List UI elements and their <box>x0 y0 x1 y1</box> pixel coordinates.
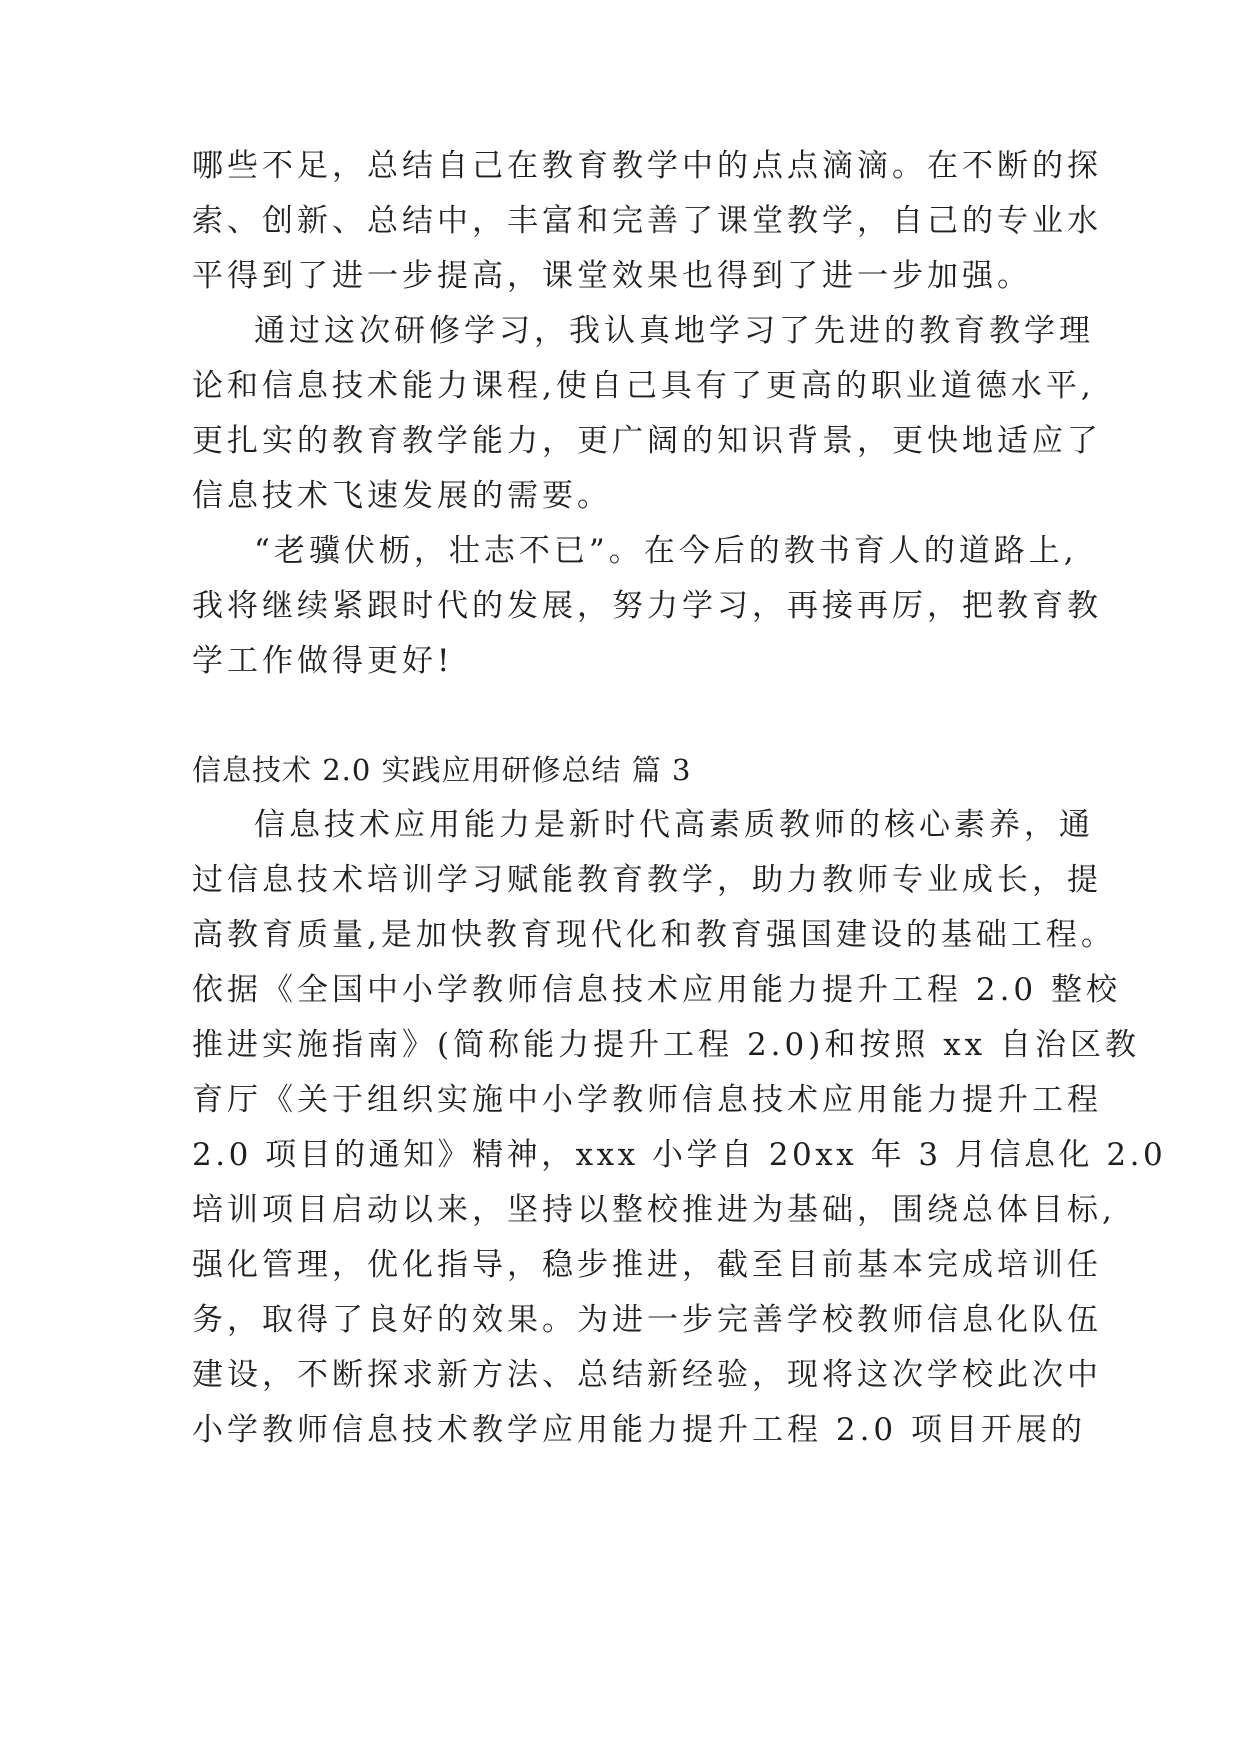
body-text-line: 强化管理，优化指导，稳步推进，截至目前基本完成培训任 <box>192 1247 1102 1283</box>
body-text-line: 建设，不断探求新方法、总结新经验，现将这次学校此次中 <box>192 1357 1102 1393</box>
body-text-line: 索、创新、总结中，丰富和完善了课堂教学，自己的专业水 <box>192 203 1102 239</box>
body-text-line: 平得到了进一步提高，课堂效果也得到了进一步加强。 <box>192 258 1032 294</box>
body-text-line: 哪些不足，总结自己在教育教学中的点点滴滴。在不断的探 <box>192 148 1102 184</box>
body-text-line: 更扎实的教育教学能力，更广阔的知识背景，更快地适应了 <box>192 423 1102 459</box>
section-heading: 信息技术 2.0 实践应用研修总结 篇 3 <box>192 753 692 787</box>
body-text-line: 培训项目启动以来，坚持以整校推进为基础，围绕总体目标, <box>192 1192 1116 1228</box>
body-text-line: 育厅《关于组织实施中小学教师信息技术应用能力提升工程 <box>192 1082 1102 1118</box>
body-text-line: 学工作做得更好! <box>192 643 454 679</box>
body-text-line: 推进实施指南》(简称能力提升工程 2.0)和按照 xx 自治区教 <box>192 1027 1141 1063</box>
body-text-line: 通过这次研修学习，我认真地学习了先进的教育教学理 <box>254 313 1094 349</box>
body-text-line: 信息技术飞速发展的需要。 <box>192 478 612 514</box>
body-text-line: 务，取得了良好的效果。为进一步完善学校教师信息化队伍 <box>192 1302 1102 1338</box>
body-text-line: 高教育质量,是加快教育现代化和教育强国建设的基础工程。 <box>192 917 1116 953</box>
body-text-line: 论和信息技术能力课程,使自己具有了更高的职业道德水平, <box>192 368 1095 404</box>
body-text-line: 2.0 项目的通知》精神，xxx 小学自 20xx 年 3 月信息化 2.0 <box>192 1137 1167 1173</box>
body-text-line: 信息技术应用能力是新时代高素质教师的核心素养，通 <box>254 807 1094 843</box>
body-text-line: 依据《全国中小学教师信息技术应用能力提升工程 2.0 整校 <box>192 972 1122 1008</box>
body-text-line: 过信息技术培训学习赋能教育教学，助力教师专业成长，提 <box>192 862 1102 898</box>
body-text-line: 我将继续紧跟时代的发展，努力学习，再接再厉，把教育教 <box>192 588 1102 624</box>
body-text-line: “老骥伏枥，壮志不已”。在今后的教书育人的道路上, <box>254 533 1078 569</box>
body-text-line: 小学教师信息技术教学应用能力提升工程 2.0 项目开展的 <box>192 1412 1087 1448</box>
